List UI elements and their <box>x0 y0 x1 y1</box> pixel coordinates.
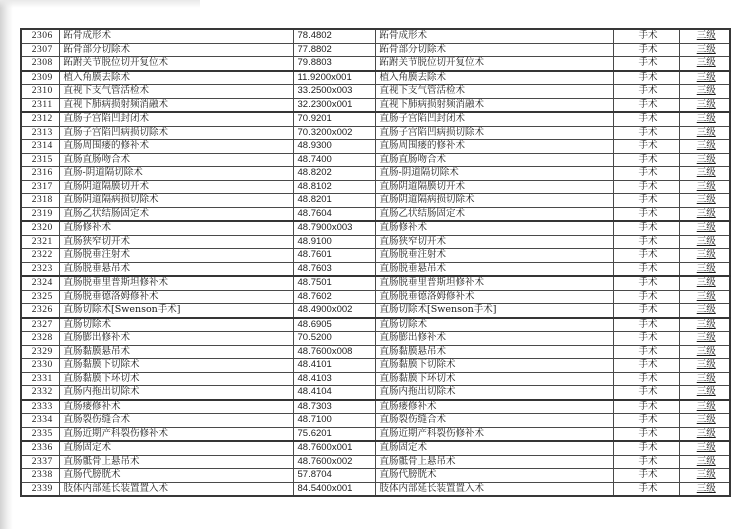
procedure-code: 33.2500x003 <box>293 85 375 99</box>
row-seq: 2339 <box>21 482 59 496</box>
table-row <box>21 112 730 126</box>
procedure-name-2: 直肠脱垂悬吊术 <box>375 262 613 276</box>
table-row <box>21 427 730 441</box>
row-seq: 2328 <box>21 332 59 346</box>
category-cell: 手术 <box>613 29 679 43</box>
procedure-code: 32.2300x001 <box>293 98 375 112</box>
level-cell: 三级 <box>679 455 730 469</box>
category-cell: 手术 <box>613 167 679 181</box>
table-row <box>21 98 730 112</box>
procedure-code: 48.7603 <box>293 262 375 276</box>
row-seq: 2332 <box>21 386 59 400</box>
procedure-name-2: 直肠脱垂注射术 <box>375 249 613 263</box>
procedure-code: 48.7303 <box>293 400 375 414</box>
row-seq: 2308 <box>21 57 59 71</box>
row-seq: 2322 <box>21 249 59 263</box>
procedure-name: 直肠黏膜下环切术 <box>59 372 293 386</box>
category-cell: 手术 <box>613 180 679 194</box>
category-cell: 手术 <box>613 221 679 235</box>
procedure-name-2: 直肠黏膜悬吊术 <box>375 345 613 359</box>
procedure-code: 70.5200 <box>293 332 375 346</box>
procedure-name-2: 直肠切除术 <box>375 318 613 332</box>
procedure-name-2: 直肠代膀胱术 <box>375 469 613 483</box>
procedure-name-2: 直肠-阴道隔切除术 <box>375 167 613 181</box>
procedure-code: 48.9100 <box>293 235 375 249</box>
category-cell: 手术 <box>613 235 679 249</box>
procedure-name-2: 直肠脱垂里普斯坦修补术 <box>375 276 613 290</box>
level-cell: 三级 <box>679 262 730 276</box>
procedure-name: 跖骨成形术 <box>59 29 293 43</box>
procedure-name-2: 直肠直肠吻合术 <box>375 153 613 167</box>
procedure-name: 直肠狭窄切开术 <box>59 235 293 249</box>
row-seq: 2334 <box>21 414 59 428</box>
procedure-name-2: 跖骨部分切除术 <box>375 43 613 57</box>
procedure-name-2: 直肠黏膜下切除术 <box>375 359 613 373</box>
level-cell: 三级 <box>679 318 730 332</box>
table-row <box>21 221 730 235</box>
procedure-grading-table <box>20 28 731 497</box>
level-cell: 三级 <box>679 180 730 194</box>
category-cell: 手术 <box>613 372 679 386</box>
procedure-name: 直肠黏膜悬吊术 <box>59 345 293 359</box>
category-cell: 手术 <box>613 469 679 483</box>
level-cell: 三级 <box>679 98 730 112</box>
table-row <box>21 414 730 428</box>
procedure-name-2: 植入角膜去除术 <box>375 71 613 85</box>
procedure-name-2: 直肠阴道隔病损切除术 <box>375 194 613 208</box>
table-row <box>21 318 730 332</box>
procedure-code: 48.7100 <box>293 414 375 428</box>
category-cell: 手术 <box>613 249 679 263</box>
row-seq: 2318 <box>21 194 59 208</box>
category-cell: 手术 <box>613 98 679 112</box>
level-cell: 三级 <box>679 290 730 304</box>
procedure-code: 48.7900x003 <box>293 221 375 235</box>
procedure-name: 直肠乙状结肠固定术 <box>59 207 293 221</box>
procedure-name: 直视下肺病损射频消融术 <box>59 98 293 112</box>
procedure-name-2: 直肠近期产科裂伤修补术 <box>375 427 613 441</box>
procedure-code: 48.4101 <box>293 359 375 373</box>
row-seq: 2325 <box>21 290 59 304</box>
procedure-name-2: 肢体内部延长装置置入术 <box>375 482 613 496</box>
procedure-name: 直肠内拖出切除术 <box>59 386 293 400</box>
procedure-code: 48.8201 <box>293 194 375 208</box>
procedure-name: 直肠膨出修补术 <box>59 332 293 346</box>
category-cell: 手术 <box>613 482 679 496</box>
table-row <box>21 345 730 359</box>
category-cell: 手术 <box>613 57 679 71</box>
row-seq: 2315 <box>21 153 59 167</box>
procedure-name-2: 直肠瘘修补术 <box>375 400 613 414</box>
procedure-name: 直肠脱垂里普斯坦修补术 <box>59 276 293 290</box>
level-cell: 三级 <box>679 235 730 249</box>
procedure-name: 肢体内部延长装置置入术 <box>59 482 293 496</box>
procedure-code: 77.8802 <box>293 43 375 57</box>
procedure-code: 48.8102 <box>293 180 375 194</box>
procedure-code: 48.6905 <box>293 318 375 332</box>
procedure-name-2: 跖骨成形术 <box>375 29 613 43</box>
procedure-name: 直肠代膀胱术 <box>59 469 293 483</box>
procedure-name-2: 直肠修补术 <box>375 221 613 235</box>
table-row <box>21 400 730 414</box>
procedure-code: 48.7501 <box>293 276 375 290</box>
category-cell: 手术 <box>613 153 679 167</box>
row-seq: 2335 <box>21 427 59 441</box>
category-cell: 手术 <box>613 400 679 414</box>
level-cell: 三级 <box>679 126 730 140</box>
procedure-name: 跖跗关节脱位切开复位术 <box>59 57 293 71</box>
procedure-name-2: 直肠阴道隔膜切开术 <box>375 180 613 194</box>
procedure-name-2: 直肠膨出修补术 <box>375 332 613 346</box>
procedure-code: 48.9300 <box>293 140 375 154</box>
table-row <box>21 469 730 483</box>
table-row <box>21 359 730 373</box>
level-cell: 三级 <box>679 400 730 414</box>
category-cell: 手术 <box>613 71 679 85</box>
category-cell: 手术 <box>613 345 679 359</box>
procedure-code: 48.7602 <box>293 290 375 304</box>
procedure-name-2: 直肠固定术 <box>375 441 613 455</box>
procedure-name: 直肠修补术 <box>59 221 293 235</box>
procedure-name-2: 直肠狭窄切开术 <box>375 235 613 249</box>
procedure-code: 79.8803 <box>293 57 375 71</box>
category-cell: 手术 <box>613 414 679 428</box>
procedure-code: 11.9200x001 <box>293 71 375 85</box>
category-cell: 手术 <box>613 126 679 140</box>
category-cell: 手术 <box>613 441 679 455</box>
level-cell: 三级 <box>679 167 730 181</box>
procedure-code: 48.7600x008 <box>293 345 375 359</box>
category-cell: 手术 <box>613 304 679 318</box>
level-cell: 三级 <box>679 140 730 154</box>
procedure-code: 70.9201 <box>293 112 375 126</box>
procedure-name-2: 直肠脱垂德洛姆修补术 <box>375 290 613 304</box>
level-cell: 三级 <box>679 194 730 208</box>
table-row <box>21 249 730 263</box>
level-cell: 三级 <box>679 345 730 359</box>
level-cell: 三级 <box>679 359 730 373</box>
procedure-name-2: 直肠内拖出切除术 <box>375 386 613 400</box>
row-seq: 2324 <box>21 276 59 290</box>
row-seq: 2338 <box>21 469 59 483</box>
level-cell: 三级 <box>679 482 730 496</box>
procedure-name: 直肠周围瘘的修补术 <box>59 140 293 154</box>
category-cell: 手术 <box>613 332 679 346</box>
procedure-name: 直肠子宫陷凹封闭术 <box>59 112 293 126</box>
procedure-name: 跖骨部分切除术 <box>59 43 293 57</box>
procedure-code: 48.7604 <box>293 207 375 221</box>
procedure-code: 48.4103 <box>293 372 375 386</box>
row-seq: 2317 <box>21 180 59 194</box>
level-cell: 三级 <box>679 372 730 386</box>
level-cell: 三级 <box>679 112 730 126</box>
procedure-name: 直肠-阴道隔切除术 <box>59 167 293 181</box>
scan-page-edge-top <box>0 0 200 8</box>
row-seq: 2337 <box>21 455 59 469</box>
row-seq: 2323 <box>21 262 59 276</box>
row-seq: 2320 <box>21 221 59 235</box>
category-cell: 手术 <box>613 359 679 373</box>
procedure-name: 直肠阴道隔膜切开术 <box>59 180 293 194</box>
procedure-name: 直肠骶骨上悬吊术 <box>59 455 293 469</box>
procedure-name: 直肠脱垂德洛姆修补术 <box>59 290 293 304</box>
level-cell: 三级 <box>679 469 730 483</box>
procedure-code: 48.8202 <box>293 167 375 181</box>
table-row <box>21 304 730 318</box>
category-cell: 手术 <box>613 262 679 276</box>
procedure-name: 直肠近期产科裂伤修补术 <box>59 427 293 441</box>
procedure-name: 直肠瘘修补术 <box>59 400 293 414</box>
table-row <box>21 29 730 43</box>
table-row <box>21 262 730 276</box>
level-cell: 三级 <box>679 427 730 441</box>
row-seq: 2330 <box>21 359 59 373</box>
procedure-name-2: 跖跗关节脱位切开复位术 <box>375 57 613 71</box>
procedure-table-body <box>21 29 730 496</box>
level-cell: 三级 <box>679 332 730 346</box>
procedure-name-2: 直肠子宫陷凹病损切除术 <box>375 126 613 140</box>
procedure-name: 直肠裂伤缝合术 <box>59 414 293 428</box>
procedure-name-2: 直肠乙状结肠固定术 <box>375 207 613 221</box>
table-row <box>21 290 730 304</box>
row-seq: 2306 <box>21 29 59 43</box>
category-cell: 手术 <box>613 276 679 290</box>
level-cell: 三级 <box>679 57 730 71</box>
level-cell: 三级 <box>679 414 730 428</box>
procedure-name-2: 直肠黏膜下环切术 <box>375 372 613 386</box>
procedure-code: 84.5400x001 <box>293 482 375 496</box>
table-row <box>21 43 730 57</box>
row-seq: 2309 <box>21 71 59 85</box>
procedure-code: 48.7400 <box>293 153 375 167</box>
category-cell: 手术 <box>613 290 679 304</box>
table-row <box>21 207 730 221</box>
procedure-code: 70.3200x002 <box>293 126 375 140</box>
procedure-name: 直肠阴道隔病损切除术 <box>59 194 293 208</box>
procedure-name: 直肠固定术 <box>59 441 293 455</box>
procedure-name: 直肠脱垂注射术 <box>59 249 293 263</box>
table-row <box>21 332 730 346</box>
level-cell: 三级 <box>679 304 730 318</box>
table-row <box>21 85 730 99</box>
table-row <box>21 482 730 496</box>
table-row <box>21 180 730 194</box>
level-cell: 三级 <box>679 276 730 290</box>
category-cell: 手术 <box>613 207 679 221</box>
category-cell: 手术 <box>613 455 679 469</box>
procedure-name-2: 直视下肺病损射频消融术 <box>375 98 613 112</box>
level-cell: 三级 <box>679 85 730 99</box>
row-seq: 2321 <box>21 235 59 249</box>
procedure-code: 48.7601 <box>293 249 375 263</box>
row-seq: 2311 <box>21 98 59 112</box>
procedure-code: 57.8704 <box>293 469 375 483</box>
procedure-name: 直视下支气管活检术 <box>59 85 293 99</box>
level-cell: 三级 <box>679 441 730 455</box>
row-seq: 2327 <box>21 318 59 332</box>
level-cell: 三级 <box>679 29 730 43</box>
row-seq: 2316 <box>21 167 59 181</box>
procedure-name-2: 直肠周围瘘的修补术 <box>375 140 613 154</box>
table-row <box>21 57 730 71</box>
table-row <box>21 386 730 400</box>
row-seq: 2307 <box>21 43 59 57</box>
procedure-name-2: 直肠骶骨上悬吊术 <box>375 455 613 469</box>
procedure-code: 48.4900x002 <box>293 304 375 318</box>
procedure-name: 植入角膜去除术 <box>59 71 293 85</box>
procedure-code: 48.7600x002 <box>293 455 375 469</box>
table-row <box>21 71 730 85</box>
category-cell: 手术 <box>613 318 679 332</box>
level-cell: 三级 <box>679 221 730 235</box>
procedure-name: 直肠切除术 <box>59 318 293 332</box>
procedure-name: 直肠子宫陷凹病损切除术 <box>59 126 293 140</box>
level-cell: 三级 <box>679 249 730 263</box>
procedure-code: 48.7600x001 <box>293 441 375 455</box>
procedure-name: 直肠脱垂悬吊术 <box>59 262 293 276</box>
level-cell: 三级 <box>679 71 730 85</box>
procedure-name-2: 直肠子宫陷凹封闭术 <box>375 112 613 126</box>
level-cell: 三级 <box>679 207 730 221</box>
category-cell: 手术 <box>613 112 679 126</box>
row-seq: 2331 <box>21 372 59 386</box>
row-seq: 2336 <box>21 441 59 455</box>
table-row <box>21 372 730 386</box>
category-cell: 手术 <box>613 43 679 57</box>
table-row <box>21 194 730 208</box>
procedure-name: 直肠黏膜下切除术 <box>59 359 293 373</box>
table-row <box>21 235 730 249</box>
row-seq: 2314 <box>21 140 59 154</box>
row-seq: 2313 <box>21 126 59 140</box>
row-seq: 2333 <box>21 400 59 414</box>
procedure-name: 直肠直肠吻合术 <box>59 153 293 167</box>
table-row <box>21 276 730 290</box>
row-seq: 2312 <box>21 112 59 126</box>
row-seq: 2329 <box>21 345 59 359</box>
table-row <box>21 126 730 140</box>
table-row <box>21 140 730 154</box>
table-row <box>21 167 730 181</box>
category-cell: 手术 <box>613 140 679 154</box>
category-cell: 手术 <box>613 194 679 208</box>
table-row <box>21 441 730 455</box>
category-cell: 手术 <box>613 386 679 400</box>
row-seq: 2319 <box>21 207 59 221</box>
procedure-code: 48.4104 <box>293 386 375 400</box>
level-cell: 三级 <box>679 153 730 167</box>
level-cell: 三级 <box>679 43 730 57</box>
procedure-code: 78.4802 <box>293 29 375 43</box>
level-cell: 三级 <box>679 386 730 400</box>
procedure-name-2: 直视下支气管活检术 <box>375 85 613 99</box>
procedure-name-2: 直肠裂伤缝合术 <box>375 414 613 428</box>
scan-page-edge-left <box>0 0 13 529</box>
table-row <box>21 455 730 469</box>
row-seq: 2326 <box>21 304 59 318</box>
table-row <box>21 153 730 167</box>
procedure-name-2: 直肠切除术[Swenson手术] <box>375 304 613 318</box>
category-cell: 手术 <box>613 85 679 99</box>
category-cell: 手术 <box>613 427 679 441</box>
row-seq: 2310 <box>21 85 59 99</box>
procedure-code: 75.6201 <box>293 427 375 441</box>
procedure-name: 直肠切除术[Swenson手术] <box>59 304 293 318</box>
